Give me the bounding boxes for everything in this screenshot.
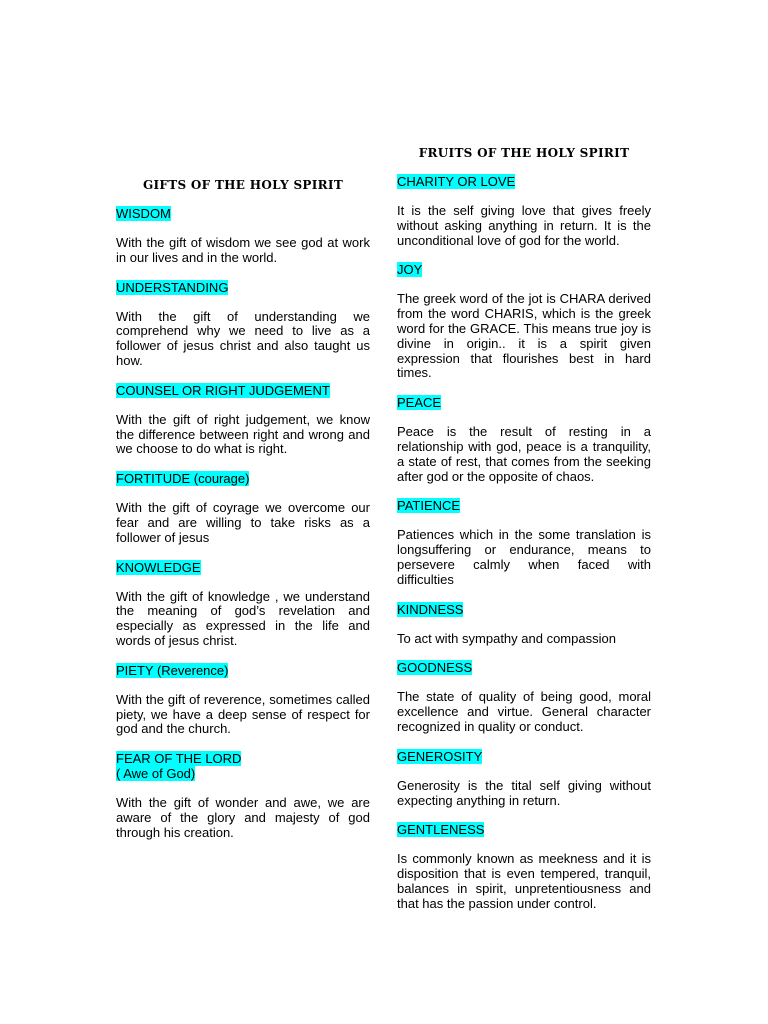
gift-description: With the gift of knowledge , we understand the meaning of god’s revelation and especially as expressed in the life and words of jesus christ. — [116, 588, 370, 648]
fruit-description: To act with sympathy and compassion — [397, 630, 616, 646]
fruit-heading — [397, 262, 651, 277]
gift-section-fortitude — [116, 471, 370, 545]
gift-description: With the gift of wonder and awe, we are aware of the glory and majesty of god through his creation. — [116, 795, 370, 840]
fruit-heading-label: GENTLENESS — [397, 822, 485, 838]
gift-section-counsel — [116, 383, 370, 457]
gift-heading-subtitle: ( Awe of God) — [116, 766, 196, 782]
gift-heading-label: PIETY (Reverence) — [116, 662, 229, 678]
gift-description: With the gift of reverence, sometimes called piety, we have a deep sense of respect for god and the church. — [116, 691, 370, 737]
gift-heading-label: KNOWLEDGE — [116, 559, 201, 575]
gift-heading-label: UNDERSTANDING — [116, 279, 229, 295]
fruit-description: Is commonly known as meekness and it is disposition that is even tempered, tranquil, balances in spirit, unpretentiousness and that has the passion under control. — [397, 851, 651, 911]
fruit-heading-label: KINDNESS — [397, 601, 464, 617]
fruit-heading — [397, 395, 651, 410]
fruit-description: It is the self giving love that gives freely without asking anything in return. It is the unconditional love of god for the world. — [397, 203, 651, 248]
fruit-heading-label: PATIENCE — [397, 498, 461, 514]
gift-heading — [116, 663, 370, 678]
gift-section-piety — [116, 663, 370, 737]
fruit-description: The state of quality of being good, moral excellence and virtue. General character recognized in quality or conduct. — [397, 689, 651, 734]
fruit-section-generosity — [397, 749, 651, 809]
gifts-column — [116, 176, 370, 855]
fruit-section-gentleness — [397, 822, 651, 911]
gifts-title: GIFTS OF THE HOLY SPIRIT — [142, 178, 344, 192]
fruits-column — [397, 144, 651, 926]
fruits-title: FRUITS OF THE HOLY SPIRIT — [418, 146, 630, 160]
gift-section-knowledge — [116, 560, 370, 649]
fruit-section-goodness — [397, 660, 651, 734]
fruit-heading-label: PEACE — [397, 395, 442, 411]
fruit-heading-label: GOODNESS — [397, 660, 473, 676]
gift-heading-label: FORTITUDE (courage) — [116, 471, 250, 487]
gift-heading — [116, 751, 370, 781]
gift-description: With the gift of understanding we comprehend why we need to live as a follower of jesus christ and also taught us how. — [116, 308, 370, 368]
fruit-heading — [397, 602, 651, 617]
fruit-description: The greek word of the jot is CHARA derived from the word CHARIS, which is the greek word for the GRACE. This means true joy is divine in origin.. it is a spirit given expression that flourishes best in hard times. — [397, 291, 651, 381]
gift-section-fear-of-the-lord — [116, 751, 370, 840]
fruit-heading — [397, 660, 651, 675]
fruit-heading — [397, 174, 651, 189]
fruit-heading — [397, 749, 651, 764]
fruit-section-joy — [397, 262, 651, 381]
fruit-section-peace — [397, 395, 651, 484]
gift-description: With the gift of right judgement, we know the difference between right and wrong and we choose to do what is right. — [116, 411, 370, 457]
gift-heading-label: FEAR OF THE LORD — [116, 751, 242, 767]
fruit-section-kindness — [397, 602, 651, 647]
gift-heading — [116, 280, 370, 295]
gift-description: With the gift of wisdom we see god at work in our lives and in the world. — [116, 235, 370, 265]
gift-heading — [116, 206, 370, 221]
fruit-heading-label: JOY — [397, 262, 423, 278]
fruit-heading-label: GENEROSITY — [397, 748, 483, 764]
fruit-heading-label: CHARITY OR LOVE — [397, 174, 516, 189]
fruit-description: Generosity is the tital self giving without expecting anything in return. — [397, 777, 651, 808]
fruit-section-charity — [397, 174, 651, 248]
gift-heading-label: COUNSEL OR RIGHT JUDGEMENT — [116, 382, 330, 398]
gift-heading-label: WISDOM — [116, 206, 171, 221]
gift-heading — [116, 383, 370, 398]
fruit-description: Peace is the result of resting in a relationship with god, peace is a tranquility, a state of rest, that comes from the seeking after god or the opposite of chaos. — [397, 424, 651, 484]
gift-heading — [116, 560, 370, 575]
fruit-description: Patiences which in the some translation is longsuffering or endurance, means to persevere calmly when faced with difficulties — [397, 527, 651, 587]
gift-heading — [116, 471, 370, 486]
gift-section-understanding — [116, 280, 370, 369]
gift-description: With the gift of coyrage we overcome our fear and are willing to take risks as a follower of jesus — [116, 500, 370, 545]
gift-section-wisdom — [116, 206, 370, 266]
fruit-section-patience — [397, 498, 651, 587]
fruit-heading — [397, 498, 651, 513]
fruit-heading — [397, 822, 651, 837]
